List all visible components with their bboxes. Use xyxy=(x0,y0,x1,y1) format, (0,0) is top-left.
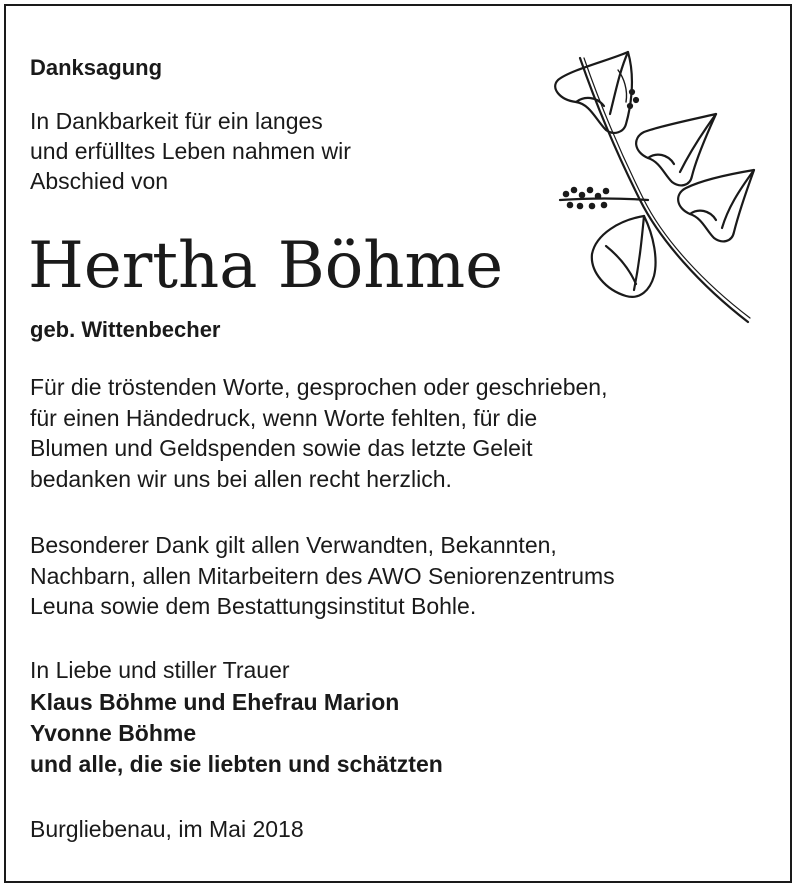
paragraph-line: Besonderer Dank gilt allen Verwandten, Bekannten, xyxy=(30,532,557,558)
intro-line: Abschied von xyxy=(30,168,169,194)
notice-heading: Danksagung xyxy=(30,55,163,80)
birth-name: geb. Wittenbecher xyxy=(30,317,221,342)
mourner-line: Klaus Böhme und Ehefrau Marion xyxy=(30,689,400,715)
intro-line: In Dankbarkeit für ein langes xyxy=(30,108,323,134)
thanks-paragraph xyxy=(30,372,780,494)
intro-line: und erfülltes Leben nahmen wir xyxy=(30,138,351,164)
signature-intro: In Liebe und stiller Trauer xyxy=(30,657,290,683)
paragraph-line: Leuna sowie dem Bestattungsinstitut Bohle. xyxy=(30,593,477,619)
paragraph-line: Nachbarn, allen Mitarbeitern des AWO Seniorenzentrums xyxy=(30,562,615,589)
mourner-line: und alle, die sie liebten und schätzten xyxy=(30,751,443,777)
paragraph-line: Für die tröstenden Worte, gesprochen oder geschrieben, xyxy=(30,374,608,400)
paragraph-line: Blumen und Geldspenden sowie das letzte Geleit xyxy=(30,435,533,461)
special-thanks-paragraph xyxy=(30,530,780,622)
paragraph-line: für einen Händedruck, wenn Worte fehlten, für die xyxy=(30,404,538,431)
calla-lily-icon xyxy=(540,40,760,330)
mourners-list xyxy=(30,687,443,780)
place-date: Burgliebenau, im Mai 2018 xyxy=(30,816,304,842)
mourner-line: Yvonne Böhme xyxy=(30,720,197,746)
deceased-name: Hertha Böhme xyxy=(28,229,504,303)
paragraph-line: bedanken wir uns bei allen recht herzlich. xyxy=(30,465,452,492)
intro-text xyxy=(30,106,450,196)
